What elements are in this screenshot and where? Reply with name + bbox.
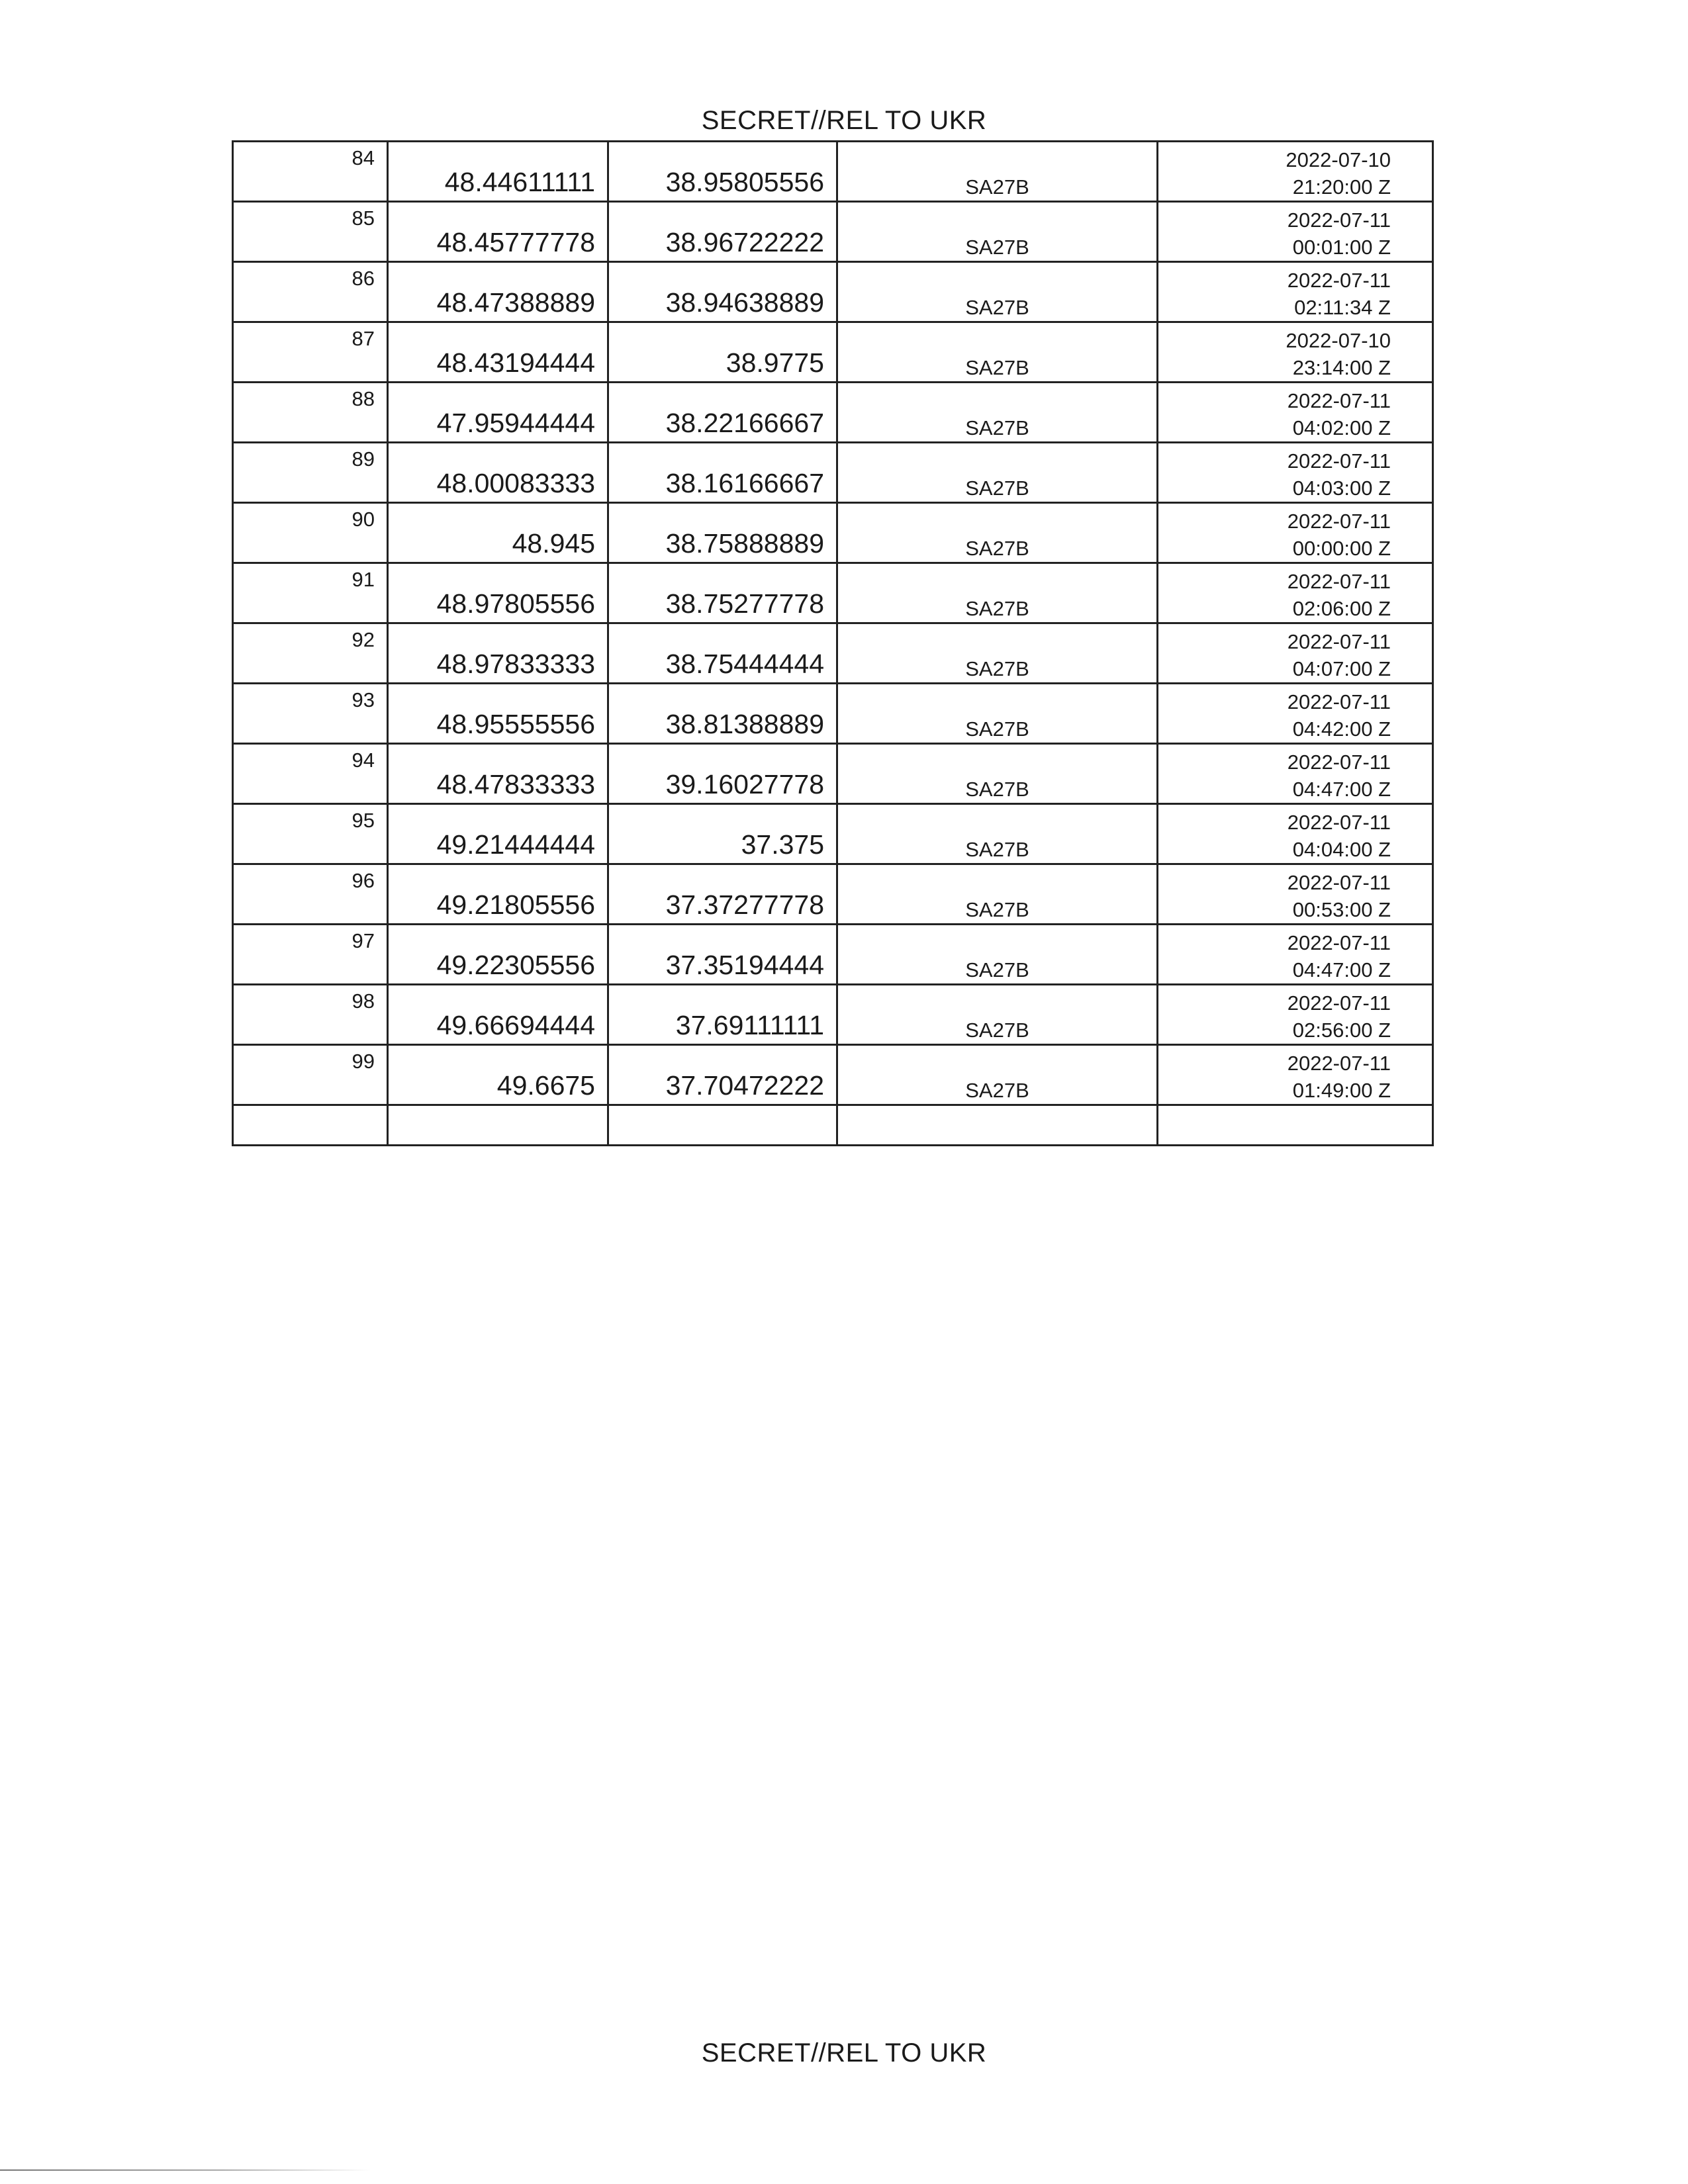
row-index: 89 bbox=[352, 447, 375, 471]
date-value: 2022-07-11 bbox=[1287, 751, 1391, 774]
row-index: 87 bbox=[352, 327, 375, 350]
unit-value: SA27B bbox=[965, 416, 1029, 439]
latitude-value: 47.95944444 bbox=[436, 408, 595, 438]
latitude-cell bbox=[388, 744, 608, 804]
table-row bbox=[233, 804, 1433, 864]
unit-cell bbox=[837, 443, 1158, 503]
row-index-cell bbox=[233, 864, 388, 925]
row-index-cell bbox=[233, 684, 388, 744]
table-row bbox=[233, 142, 1433, 202]
latitude-cell bbox=[388, 142, 608, 202]
longitude-cell bbox=[608, 684, 837, 744]
unit-value: SA27B bbox=[965, 657, 1029, 680]
date-value: 2022-07-11 bbox=[1287, 630, 1391, 653]
longitude-cell bbox=[608, 744, 837, 804]
latitude-cell bbox=[388, 804, 608, 864]
table-row bbox=[233, 383, 1433, 443]
latitude-value: 49.21805556 bbox=[436, 889, 595, 920]
latitude-cell bbox=[388, 985, 608, 1045]
latitude-cell bbox=[388, 684, 608, 744]
longitude-value: 38.96722222 bbox=[665, 227, 824, 257]
table-row bbox=[233, 985, 1433, 1045]
longitude-cell bbox=[608, 864, 837, 925]
unit-value: SA27B bbox=[965, 1079, 1029, 1102]
unit-value: SA27B bbox=[965, 778, 1029, 801]
time-value: 04:04:00 Z bbox=[1292, 838, 1391, 861]
longitude-value: 38.22166667 bbox=[665, 408, 824, 438]
date-value: 2022-07-10 bbox=[1286, 329, 1391, 352]
unit-cell bbox=[837, 804, 1158, 864]
row-index: 97 bbox=[352, 929, 375, 952]
row-index: 96 bbox=[352, 869, 375, 892]
longitude-cell bbox=[608, 1045, 837, 1105]
row-index-cell bbox=[233, 202, 388, 262]
row-index-cell bbox=[233, 503, 388, 563]
date-value: 2022-07-11 bbox=[1287, 269, 1391, 292]
time-value: 04:42:00 Z bbox=[1292, 717, 1391, 741]
latitude-value: 49.21444444 bbox=[436, 829, 595, 860]
unit-cell bbox=[837, 1045, 1158, 1105]
row-index: 94 bbox=[352, 749, 375, 772]
unit-value: SA27B bbox=[965, 236, 1029, 259]
latitude-cell bbox=[388, 262, 608, 322]
empty-cell bbox=[233, 1105, 388, 1146]
unit-value: SA27B bbox=[965, 838, 1029, 861]
unit-cell bbox=[837, 383, 1158, 443]
datetime-cell bbox=[1158, 744, 1433, 804]
row-index: 99 bbox=[352, 1050, 375, 1073]
latitude-value: 48.95555556 bbox=[436, 709, 595, 739]
empty-table-row bbox=[233, 1105, 1433, 1146]
row-index: 84 bbox=[352, 146, 375, 169]
time-value: 23:14:00 Z bbox=[1292, 356, 1391, 379]
datetime-cell bbox=[1158, 443, 1433, 503]
datetime-cell bbox=[1158, 563, 1433, 623]
date-value: 2022-07-10 bbox=[1286, 148, 1391, 171]
empty-cell bbox=[608, 1105, 837, 1146]
date-value: 2022-07-11 bbox=[1287, 871, 1391, 894]
longitude-cell bbox=[608, 202, 837, 262]
latitude-cell bbox=[388, 443, 608, 503]
date-value: 2022-07-11 bbox=[1287, 389, 1391, 412]
longitude-value: 37.70472222 bbox=[665, 1070, 824, 1101]
longitude-value: 38.9775 bbox=[726, 347, 824, 378]
longitude-cell bbox=[608, 322, 837, 383]
datetime-cell bbox=[1158, 985, 1433, 1045]
table-row bbox=[233, 262, 1433, 322]
unit-cell bbox=[837, 985, 1158, 1045]
longitude-cell bbox=[608, 503, 837, 563]
row-index-cell bbox=[233, 623, 388, 684]
time-value: 02:56:00 Z bbox=[1292, 1019, 1391, 1042]
longitude-cell bbox=[608, 985, 837, 1045]
longitude-value: 38.94638889 bbox=[665, 287, 824, 318]
longitude-value: 37.35194444 bbox=[665, 950, 824, 980]
unit-value: SA27B bbox=[965, 537, 1029, 560]
latitude-cell bbox=[388, 383, 608, 443]
row-index-cell bbox=[233, 925, 388, 985]
unit-value: SA27B bbox=[965, 175, 1029, 199]
latitude-cell bbox=[388, 503, 608, 563]
unit-value: SA27B bbox=[965, 1019, 1029, 1042]
longitude-value: 38.75277778 bbox=[665, 588, 824, 619]
longitude-value: 38.75888889 bbox=[665, 528, 824, 559]
datetime-cell bbox=[1158, 503, 1433, 563]
unit-value: SA27B bbox=[965, 296, 1029, 319]
unit-cell bbox=[837, 503, 1158, 563]
latitude-value: 49.6675 bbox=[496, 1070, 595, 1101]
table-row bbox=[233, 925, 1433, 985]
date-value: 2022-07-11 bbox=[1287, 811, 1391, 834]
row-index: 88 bbox=[352, 387, 375, 410]
time-value: 00:01:00 Z bbox=[1292, 236, 1391, 259]
latitude-value: 48.43194444 bbox=[436, 347, 595, 378]
table-row bbox=[233, 443, 1433, 503]
datetime-cell bbox=[1158, 262, 1433, 322]
table-row bbox=[233, 744, 1433, 804]
table-row bbox=[233, 623, 1433, 684]
unit-cell bbox=[837, 864, 1158, 925]
latitude-value: 48.45777778 bbox=[436, 227, 595, 257]
date-value: 2022-07-11 bbox=[1287, 570, 1391, 593]
longitude-value: 37.375 bbox=[741, 829, 824, 860]
time-value: 02:06:00 Z bbox=[1292, 597, 1391, 620]
unit-value: SA27B bbox=[965, 958, 1029, 981]
latitude-value: 48.47833333 bbox=[436, 769, 595, 799]
records-table bbox=[232, 140, 1434, 1146]
row-index: 91 bbox=[352, 568, 375, 591]
time-value: 04:03:00 Z bbox=[1292, 477, 1391, 500]
row-index-cell bbox=[233, 443, 388, 503]
datetime-cell bbox=[1158, 142, 1433, 202]
latitude-value: 49.66694444 bbox=[436, 1010, 595, 1040]
datetime-cell bbox=[1158, 623, 1433, 684]
table-row bbox=[233, 1045, 1433, 1105]
datetime-cell bbox=[1158, 1045, 1433, 1105]
date-value: 2022-07-11 bbox=[1287, 1052, 1391, 1075]
table-row bbox=[233, 684, 1433, 744]
latitude-cell bbox=[388, 202, 608, 262]
row-index: 95 bbox=[352, 809, 375, 832]
table-row bbox=[233, 503, 1433, 563]
longitude-value: 37.69111111 bbox=[675, 1010, 824, 1040]
row-index-cell bbox=[233, 383, 388, 443]
unit-cell bbox=[837, 202, 1158, 262]
row-index-cell bbox=[233, 1045, 388, 1105]
longitude-cell bbox=[608, 262, 837, 322]
date-value: 2022-07-11 bbox=[1287, 991, 1391, 1015]
date-value: 2022-07-11 bbox=[1287, 690, 1391, 713]
datetime-cell bbox=[1158, 383, 1433, 443]
row-index-cell bbox=[233, 142, 388, 202]
row-index-cell bbox=[233, 985, 388, 1045]
time-value: 04:07:00 Z bbox=[1292, 657, 1391, 680]
longitude-cell bbox=[608, 443, 837, 503]
classification-header: SECRET//REL TO UKR bbox=[701, 106, 987, 135]
unit-value: SA27B bbox=[965, 477, 1029, 500]
latitude-value: 48.945 bbox=[512, 528, 595, 559]
unit-cell bbox=[837, 684, 1158, 744]
empty-cell bbox=[1158, 1105, 1433, 1146]
unit-cell bbox=[837, 744, 1158, 804]
latitude-value: 48.44611111 bbox=[444, 167, 595, 197]
date-value: 2022-07-11 bbox=[1287, 510, 1391, 533]
row-index: 92 bbox=[352, 628, 375, 651]
latitude-value: 48.47388889 bbox=[436, 287, 595, 318]
row-index: 90 bbox=[352, 508, 375, 531]
row-index-cell bbox=[233, 744, 388, 804]
time-value: 02:11:34 Z bbox=[1294, 296, 1391, 319]
longitude-cell bbox=[608, 383, 837, 443]
classification-footer: SECRET//REL TO UKR bbox=[701, 2038, 987, 2068]
unit-cell bbox=[837, 262, 1158, 322]
empty-cell bbox=[388, 1105, 608, 1146]
row-index: 98 bbox=[352, 989, 375, 1013]
time-value: 04:02:00 Z bbox=[1292, 416, 1391, 439]
empty-cell bbox=[837, 1105, 1158, 1146]
unit-value: SA27B bbox=[965, 597, 1029, 620]
scan-edge-line bbox=[0, 2169, 371, 2171]
date-value: 2022-07-11 bbox=[1287, 449, 1391, 473]
time-value: 00:00:00 Z bbox=[1292, 537, 1391, 560]
longitude-cell bbox=[608, 804, 837, 864]
unit-value: SA27B bbox=[965, 717, 1029, 741]
time-value: 01:49:00 Z bbox=[1292, 1079, 1391, 1102]
datetime-cell bbox=[1158, 202, 1433, 262]
latitude-cell bbox=[388, 322, 608, 383]
datetime-cell bbox=[1158, 322, 1433, 383]
longitude-value: 38.95805556 bbox=[665, 167, 824, 197]
table-row bbox=[233, 322, 1433, 383]
longitude-value: 37.37277778 bbox=[665, 889, 824, 920]
unit-cell bbox=[837, 925, 1158, 985]
datetime-cell bbox=[1158, 925, 1433, 985]
table-row bbox=[233, 563, 1433, 623]
unit-cell bbox=[837, 322, 1158, 383]
longitude-cell bbox=[608, 623, 837, 684]
latitude-cell bbox=[388, 925, 608, 985]
datetime-cell bbox=[1158, 864, 1433, 925]
date-value: 2022-07-11 bbox=[1287, 931, 1391, 954]
row-index: 85 bbox=[352, 206, 375, 230]
longitude-value: 39.16027778 bbox=[665, 769, 824, 799]
table-row bbox=[233, 864, 1433, 925]
longitude-value: 38.81388889 bbox=[665, 709, 824, 739]
unit-cell bbox=[837, 142, 1158, 202]
table-row bbox=[233, 202, 1433, 262]
row-index: 93 bbox=[352, 688, 375, 711]
latitude-cell bbox=[388, 563, 608, 623]
latitude-cell bbox=[388, 864, 608, 925]
datetime-cell bbox=[1158, 684, 1433, 744]
row-index-cell bbox=[233, 322, 388, 383]
longitude-value: 38.75444444 bbox=[665, 649, 824, 679]
row-index-cell bbox=[233, 804, 388, 864]
row-index-cell bbox=[233, 262, 388, 322]
latitude-value: 49.22305556 bbox=[436, 950, 595, 980]
longitude-cell bbox=[608, 925, 837, 985]
time-value: 21:20:00 Z bbox=[1292, 175, 1391, 199]
time-value: 04:47:00 Z bbox=[1292, 958, 1391, 981]
datetime-cell bbox=[1158, 804, 1433, 864]
date-value: 2022-07-11 bbox=[1287, 208, 1391, 232]
time-value: 04:47:00 Z bbox=[1292, 778, 1391, 801]
row-index: 86 bbox=[352, 267, 375, 290]
unit-cell bbox=[837, 623, 1158, 684]
latitude-value: 48.97833333 bbox=[436, 649, 595, 679]
latitude-cell bbox=[388, 1045, 608, 1105]
row-index-cell bbox=[233, 563, 388, 623]
unit-cell bbox=[837, 563, 1158, 623]
unit-value: SA27B bbox=[965, 356, 1029, 379]
records-table-body bbox=[233, 142, 1433, 1146]
unit-value: SA27B bbox=[965, 898, 1029, 921]
longitude-value: 38.16166667 bbox=[665, 468, 824, 498]
latitude-cell bbox=[388, 623, 608, 684]
time-value: 00:53:00 Z bbox=[1292, 898, 1391, 921]
longitude-cell bbox=[608, 142, 837, 202]
latitude-value: 48.97805556 bbox=[436, 588, 595, 619]
latitude-value: 48.00083333 bbox=[436, 468, 595, 498]
longitude-cell bbox=[608, 563, 837, 623]
